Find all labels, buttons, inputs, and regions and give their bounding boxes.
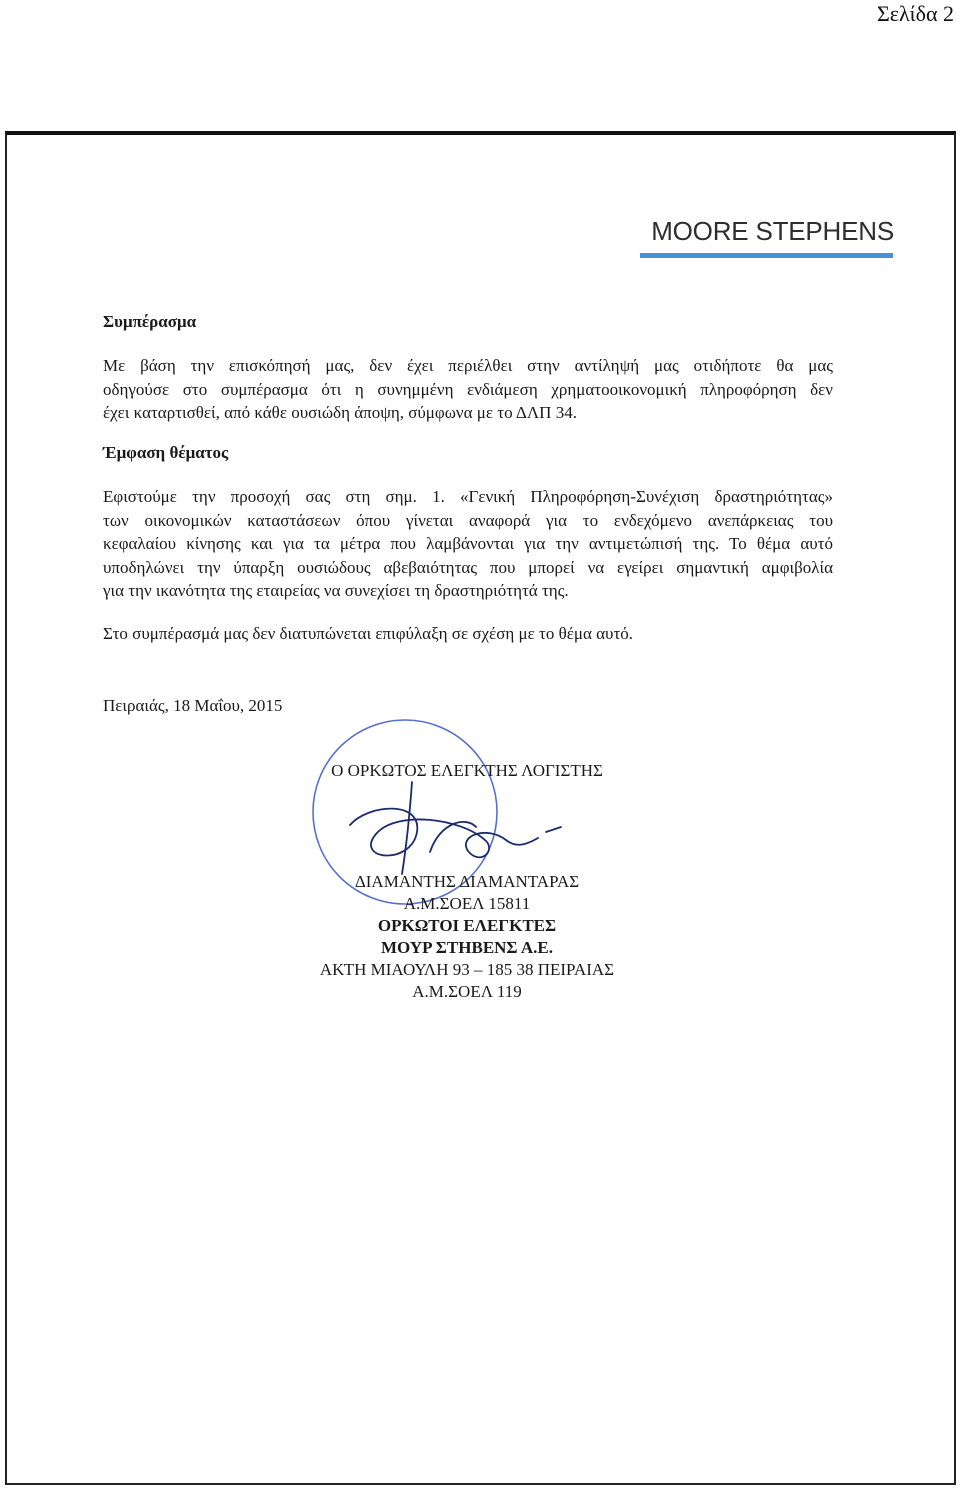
firm-address: ΑΚΤΗ ΜΙΑΟΥΛΗ 93 – 185 38 ΠΕΙΡΑΙΑΣ [319,960,615,979]
emphasis-heading: Έμφαση θέματος [103,443,229,462]
paragraph-line: Εφιστούμε την προσοχή σας στη σημ. 1. «Γενική Πληροφόρηση-Συνέχιση δραστηριότητας» [103,487,833,506]
paragraph-line: των οικονομικών καταστάσεων όπου γίνεται αναφορά για το ενδεχόμενο ανεπάρκειας του [103,510,833,530]
conclusion-heading: Συμπέρασμα [103,312,197,331]
signatory-title [267,760,667,782]
emphasis-paragraph [103,485,833,603]
paragraph-line: Στο συμπέρασμά μας δεν διατυπώνεται επιφύλαξη σε σχέση με το θέμα αυτό. [103,624,634,643]
paragraph-line: κεφαλαίου κίνησης και για τα μέτρα που λαμβάνονται για την αντιμετώπισή της. Το θέμα αυτό [103,534,833,553]
place-date-text: Πειραιάς, 18 Μαΐου, 2015 [103,696,283,715]
firm-name-line-1: ΟΡΚΩΤΟΙ ΕΛΕΓΚΤΕΣ [377,916,557,935]
page-number-label: Σελίδα 2 [876,1,954,26]
signatory-name: ΔΙΑΜΑΝΤΗΣ ΔΙΑΜΑΝΤΑΡΑΣ [354,872,580,891]
signatory-title-text: Ο ΟΡΚΩΤΟΣ ΕΛΕΓΚΤΗΣ ΛΟΓΙΣΤΗΣ [331,761,603,780]
conclusion-paragraph [103,354,833,425]
paragraph-line: οδηγούσε στο συμπέρασμα ότι η συνημμένη ενδιάμεση χρηματοοικονομική πληροφόρηση δεν [103,379,833,399]
paragraph-line: Με βάση την επισκόπησή μας, δεν έχει περιέλθει στην αντίληψή μας οτιδήποτε θα μας [103,356,833,375]
firm-name-line-2: ΜΟΥΡ ΣΤΗΒΕΝΣ Α.Ε. [381,938,553,957]
firm-logo: MOORE STEPHENS [651,216,894,246]
logo-underline-bar [640,253,893,258]
paragraph-line: για την ικανότητα της εταιρείας να συνεχίσει τη δραστηριότητά της. [103,581,569,600]
firm-registration: Α.Μ.ΣΟΕΛ 119 [412,982,522,1001]
signature [350,782,561,874]
signatory-registration: Α.Μ.ΣΟΕΛ 15811 [403,894,531,913]
closing-paragraph [103,622,833,646]
paragraph-line: υποδηλώνει την ύπαρξη ουσιώδους αβεβαιότητας που μπορεί να εγείρει σημαντική αμφιβολία [103,557,833,577]
signatory-details [267,871,667,1003]
paragraph-line: έχει καταρτισθεί, από κάθε ουσιώδη άποψη, σύμφωνα με το ΔΛΠ 34. [103,403,577,422]
